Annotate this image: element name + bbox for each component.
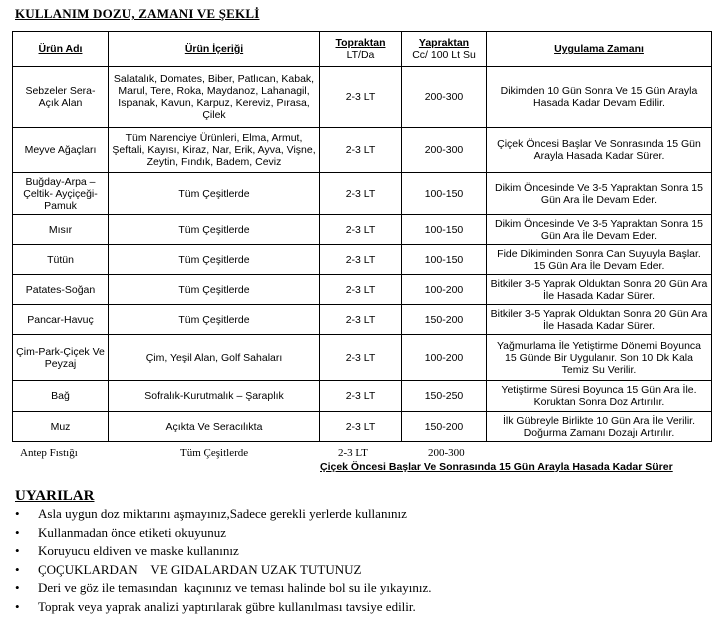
list-item: • Kullanmadan önce etiketi okuyunuz [15,524,432,543]
extra-row-yaprak: 200-300 [428,447,465,459]
header-topraktan: Topraktan LT/Da [320,32,402,67]
extra-row-zaman: Çiçek Öncesi Başlar Ve Sonrasında 15 Gün Arayla Hasada Kadar Sürer [320,461,673,473]
cell-icerik: Tüm Çeşitlerde [109,215,320,245]
list-item: • ÇOÇUKLARDAN VE GIDALARDAN UZAK TUTUNUZ [15,561,432,580]
cell-urun: Pancar-Havuç [13,305,109,335]
header-urun-adi: Ürün Adı [13,32,109,67]
dosage-table [12,31,712,442]
cell-toprak: 2-3 LT [320,275,402,305]
cell-yaprak: 150-200 [402,412,487,442]
table-row [13,412,712,442]
cell-yaprak: 100-200 [402,275,487,305]
extra-row-icerik: Tüm Çeşitlerde [180,447,249,459]
header-urun-icerigi: Ürün İçeriği [109,32,320,67]
cell-zaman: Yağmurlama İle Yetiştirme Dönemi Boyunca 15 Günde Bir Uygulanır. Son 10 Dk Kala Temiz Su Verilir. [487,335,712,381]
cell-icerik: Tüm Çeşitlerde [109,173,320,215]
cell-zaman: Dikim Öncesinde Ve 3-5 Yapraktan Sonra 15 Gün Ara İle Devam Eder. [487,215,712,245]
table-row [13,305,712,335]
cell-urun: Mısır [13,215,109,245]
table-row [13,335,712,381]
list-item: • Deri ve göz ile temasından kaçınınız ve teması halinde bol su ile yıkayınız. [15,579,432,598]
warnings-title: UYARILAR [15,488,95,504]
cell-toprak: 2-3 LT [320,381,402,412]
cell-zaman: Yetiştirme Süresi Boyunca 15 Gün Ara İle. Koruktan Sonra Doz Artırılır. [487,381,712,412]
cell-urun: Sebzeler Sera-Açık Alan [13,67,109,128]
table-row [13,67,712,128]
cell-yaprak: 100-150 [402,173,487,215]
cell-toprak: 2-3 LT [320,128,402,173]
cell-zaman: Bitkiler 3-5 Yaprak Olduktan Sonra 20 Gün Ara İle Hasada Kadar Sürer. [487,275,712,305]
cell-zaman: Bitkiler 3-5 Yaprak Olduktan Sonra 20 Gün Ara İle Hasada Kadar Sürer. [487,305,712,335]
table-row [13,275,712,305]
cell-zaman: Dikim Öncesinde Ve 3-5 Yapraktan Sonra 15 Gün Ara İle Devam Eder. [487,173,712,215]
cell-icerik: Sofralık-Kurutmalık – Şaraplık [109,381,320,412]
cell-yaprak: 200-300 [402,67,487,128]
list-item: • Asla uygun doz miktarını aşmayınız,Sadece gerekli yerlerde kullanınız [15,505,432,524]
page-title: KULLANIM DOZU, ZAMANI VE ŞEKLİ [15,6,260,21]
cell-icerik: Çim, Yeşil Alan, Golf Sahaları [109,335,320,381]
cell-urun: Bağ [13,381,109,412]
cell-zaman: Fide Dikiminden Sonra Can Suyuyla Başlar. 15 Gün Ara İle Devam Eder. [487,245,712,275]
cell-toprak: 2-3 LT [320,245,402,275]
cell-toprak: 2-3 LT [320,305,402,335]
cell-icerik: Tüm Çeşitlerde [109,305,320,335]
cell-urun: Çim-Park-Çiçek Ve Peyzaj [13,335,109,381]
cell-zaman: İlk Gübreyle Birlikte 10 Gün Ara İle Verilir. Doğurma Zamanı Dozajı Artırılır. [487,412,712,442]
table-header-row [13,32,712,67]
extra-row-urun: Antep Fıstığı [20,447,78,459]
header-uygulama-zamani: Uygulama Zamanı [487,32,712,67]
list-item: • Koruyucu eldiven ve maske kullanınız [15,542,432,561]
table-row [13,128,712,173]
cell-toprak: 2-3 LT [320,67,402,128]
cell-yaprak: 150-200 [402,305,487,335]
cell-urun: Meyve Ağaçları [13,128,109,173]
cell-yaprak: 200-300 [402,128,487,173]
cell-toprak: 2-3 LT [320,173,402,215]
list-item: • Toprak veya yaprak analizi yaptırılarak gübre kullanılması tavsiye edilir. [15,598,432,617]
table-row [13,381,712,412]
cell-toprak: 2-3 LT [320,335,402,381]
warnings-list [15,505,432,616]
cell-zaman: Çiçek Öncesi Başlar Ve Sonrasında 15 Gün Arayla Hasada Kadar Sürer. [487,128,712,173]
cell-yaprak: 100-200 [402,335,487,381]
extra-row-toprak: 2-3 LT [338,447,368,459]
table-row [13,215,712,245]
cell-urun: Buğday-Arpa – Çeltik- Ayçiçeği-Pamuk [13,173,109,215]
cell-urun: Patates-Soğan [13,275,109,305]
table-row [13,245,712,275]
table-row [13,173,712,215]
cell-icerik: Tüm Çeşitlerde [109,275,320,305]
cell-urun: Muz [13,412,109,442]
header-yapraktan: Yapraktan Cc/ 100 Lt Su [402,32,487,67]
cell-icerik: Tüm Narenciye Ürünleri, Elma, Armut, Şeftali, Kayısı, Kiraz, Nar, Erik, Ayva, Vişne, Zeytin, Fındık, Badem, Ceviz [109,128,320,173]
cell-toprak: 2-3 LT [320,412,402,442]
cell-yaprak: 100-150 [402,245,487,275]
cell-icerik: Salatalık, Domates, Biber, Patlıcan, Kabak, Marul, Tere, Roka, Maydanoz, Lahanagil, Ispanak, Kavun, Karpuz, Kereviz, Pırasa, Çilek [109,67,320,128]
cell-icerik: Tüm Çeşitlerde [109,245,320,275]
cell-yaprak: 100-150 [402,215,487,245]
cell-zaman: Dikimden 10 Gün Sonra Ve 15 Gün Arayla Hasada Kadar Devam Edilir. [487,67,712,128]
cell-toprak: 2-3 LT [320,215,402,245]
cell-yaprak: 150-250 [402,381,487,412]
cell-urun: Tütün [13,245,109,275]
cell-icerik: Açıkta Ve Seracılıkta [109,412,320,442]
